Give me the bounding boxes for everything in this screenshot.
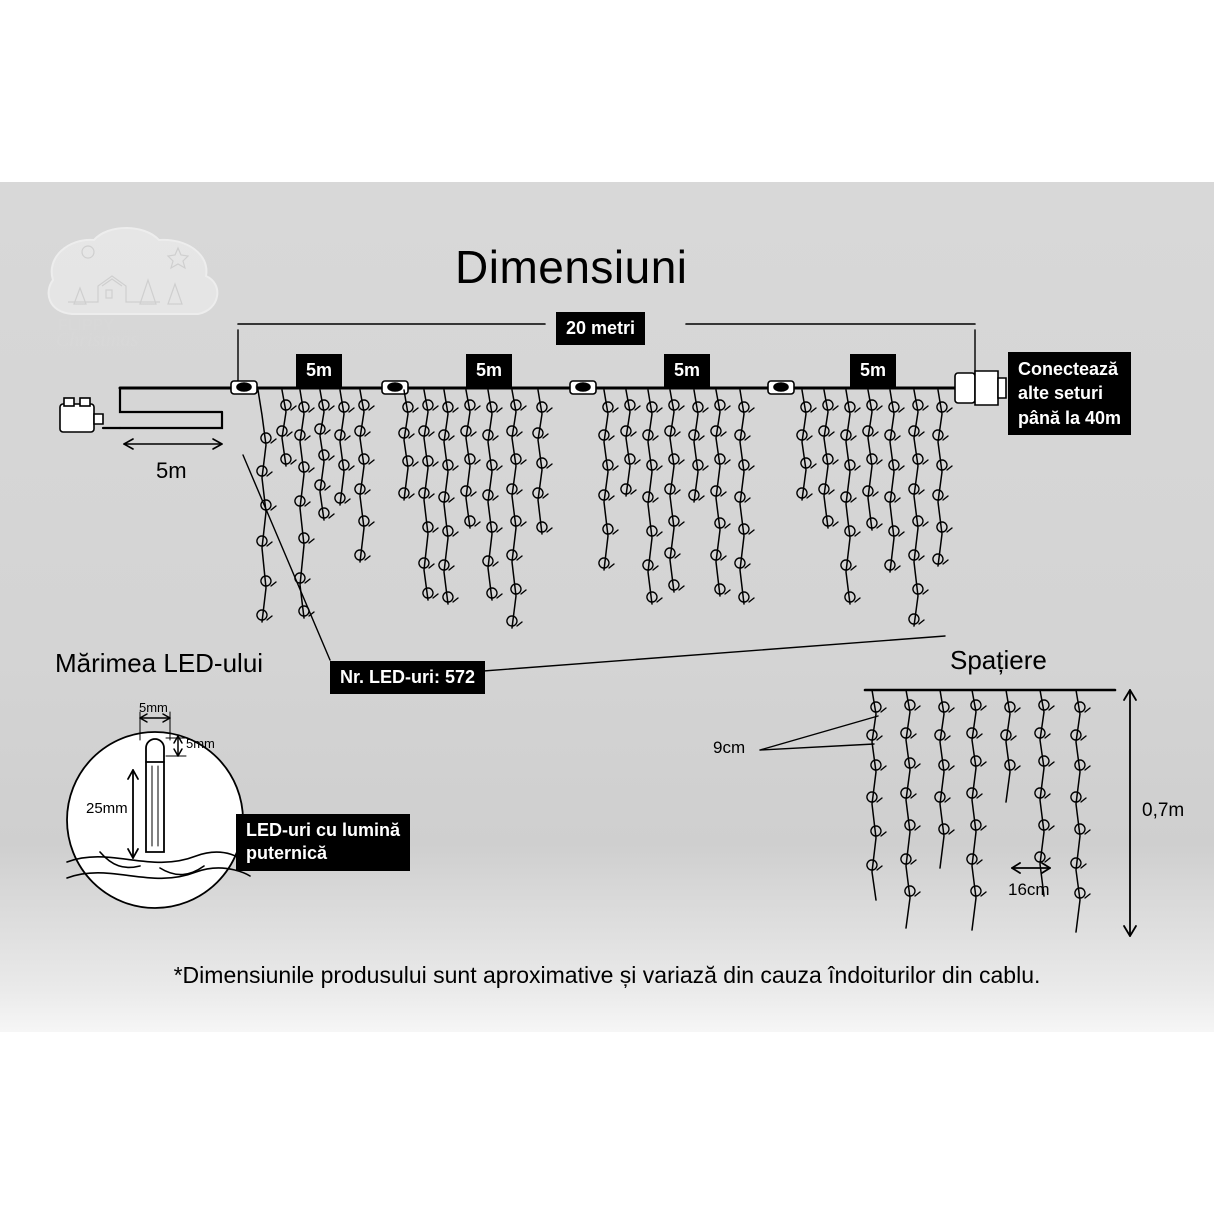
spacing-heading: Spațiere (950, 645, 1047, 675)
footnote-text: *Dimensiunile produsului sunt aproximative și variază din cauza îndoiturilor din cablu. (173, 962, 1041, 988)
led-width-label: 5mm (139, 700, 168, 715)
led-length-label: 25mm (86, 800, 128, 817)
segment-label-1: 5m (296, 354, 342, 387)
led-height-label: 5mm (186, 736, 215, 751)
segment-label-3: 5m (664, 354, 710, 387)
led-brightness-callout (236, 814, 410, 871)
lead-cable-length-label: 5m (156, 458, 187, 483)
watermark-line2: Christmas (56, 329, 139, 348)
page-title: Dimensiuni (455, 241, 688, 293)
connector-note (1008, 352, 1131, 435)
segment-label-2: 5m (466, 354, 512, 387)
horizontal-spacing-label: 16cm (1008, 880, 1050, 899)
total-length-label: 20 metri (556, 312, 645, 345)
drop-height-label: 0,7m (1142, 800, 1185, 821)
led-count-label: Nr. LED-uri: 572 (330, 661, 485, 694)
led-callout-line-1: LED-uri cu lumină (246, 820, 401, 840)
watermark-line1: FLIPPY (58, 317, 115, 334)
segment-label-4: 5m (850, 354, 896, 387)
drop-spacing-label: 9cm (713, 738, 746, 757)
connector-note-line-3: până la 40m (1018, 407, 1122, 428)
led-size-heading: Mărimea LED-ului (55, 648, 264, 678)
connector-note-line-1: Conectează (1018, 359, 1119, 379)
led-callout-line-2: puternică (246, 843, 328, 864)
connector-note-line-2: alte seturi (1018, 383, 1104, 404)
